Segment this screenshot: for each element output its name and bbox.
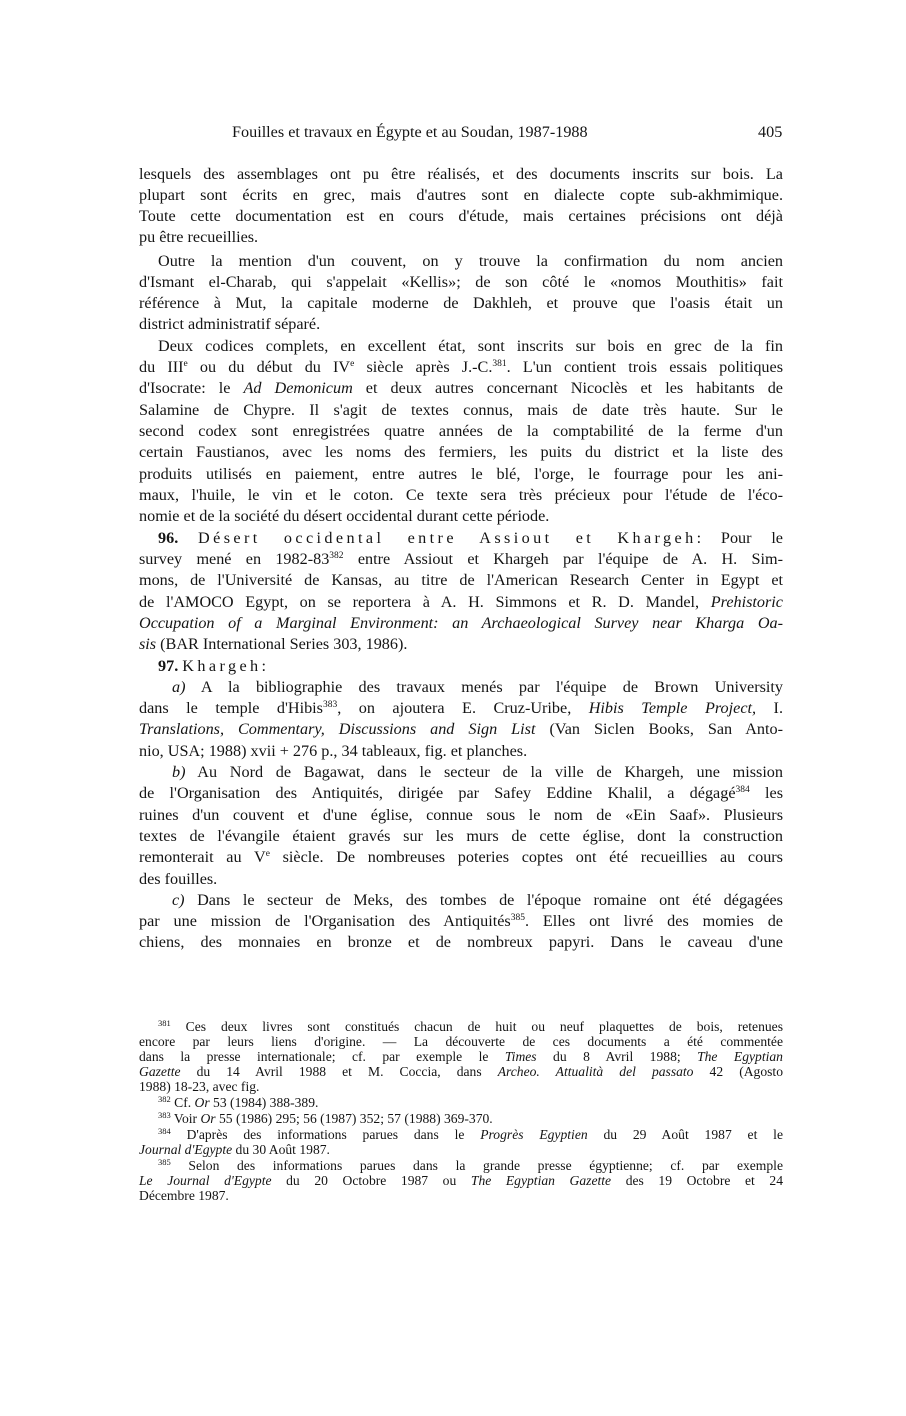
text-run: 55 (1986) 295; 56 (1987) 352; 57 (1988) 369-370. — [215, 1111, 493, 1126]
text-line — [139, 847, 783, 869]
text-run: de l'Organisation des Antiquités, dirigée par Safey Eddine Khalil, a dégagé — [139, 784, 736, 802]
text-run: du 29 Août 1987 et le — [587, 1127, 783, 1142]
text-run: : Pour le — [696, 529, 783, 547]
text-line — [139, 206, 783, 228]
text-line — [139, 549, 783, 571]
text-run: Selon des informations parues dans la grande presse égyptienne; cf. par exemple — [170, 1158, 783, 1173]
text-run: chiens, des monnaies en bronze et de nombreux papyri. Dans le caveau d'une — [139, 933, 783, 951]
text-run: les — [749, 784, 783, 802]
text-run: The Egyptian — [697, 1049, 783, 1064]
text-run: I. — [756, 699, 783, 717]
text-run: Archeo. Attualità del passato — [497, 1064, 694, 1079]
text-run: et deux autres concernant Nicoclès et les habitants de — [352, 379, 783, 397]
text-line — [158, 336, 783, 358]
text-line — [139, 357, 783, 379]
text-run: Progrès Egyptien — [480, 1127, 588, 1142]
text-run: . Elles ont livré des momies de — [524, 912, 783, 930]
text-run: Or — [200, 1111, 216, 1126]
text-line — [139, 442, 783, 464]
text-run: du III — [139, 358, 184, 376]
text-run: Au Nord de Bagawat, dans le secteur de la ville de Khargeh, une mission — [185, 763, 783, 781]
text-line — [139, 570, 783, 592]
text-run: Salamine de Chypre. Il s'agit de textes connus, mais de date très haute. Sur le — [139, 401, 783, 419]
text-line — [139, 741, 783, 763]
text-run: du 14 Avril 1988 et M. Coccia, dans — [180, 1064, 498, 1079]
text-run: Désert occidental entre Assiout et Khargeh — [198, 529, 697, 547]
text-run: Gazette — [139, 1064, 181, 1079]
text-run: Deux codices complets, en excellent état, sont inscrits sur bois en grec de la fin — [158, 337, 783, 355]
note-call: 385 — [158, 1157, 171, 1167]
text-run: ruines d'un couvent et d'une église, connue sous le nom de «Ein Saaf». Plusieurs — [139, 806, 783, 824]
text-run: 97. — [158, 657, 179, 675]
text-line — [139, 464, 783, 486]
text-run: 96. — [158, 529, 179, 547]
text-run: (Van Siclen Books, San Anto- — [535, 720, 784, 738]
text-run: Journal d'Egypte — [139, 1142, 233, 1157]
text-run: Voir — [170, 1111, 201, 1126]
text-run: certain Faustianos, avec les noms des fermiers, les puits du district et la liste des — [139, 443, 783, 461]
text-line — [139, 826, 783, 848]
text-line — [139, 164, 783, 186]
text-line — [158, 656, 783, 678]
text-run: plupart sont écrits en grec, mais d'autres sont en dialecte copte sub-akhmimique. — [139, 186, 783, 204]
footnote-line — [158, 1112, 783, 1128]
text-run: district administratif séparé. — [139, 315, 321, 333]
note-call: e — [265, 849, 270, 859]
footnote-line — [139, 1189, 783, 1205]
footnote-line — [139, 1080, 783, 1096]
text-run: d'Isocrate: le — [139, 379, 244, 397]
note-call: 384 — [158, 1126, 171, 1136]
text-run: : — [261, 657, 267, 675]
text-run: A la bibliographie des travaux menés par l'équipe de Brown University — [185, 678, 783, 696]
text-run: du 30 Août 1987. — [232, 1142, 330, 1157]
note-call: 385 — [510, 913, 525, 923]
text-run: Or — [194, 1095, 210, 1110]
footnote-line — [139, 1143, 783, 1159]
text-line — [139, 400, 783, 422]
text-run: D'après des informations parues dans le — [170, 1127, 481, 1142]
text-run: c) — [172, 891, 185, 909]
note-call: 383 — [322, 700, 338, 710]
text-run: des fouilles. — [139, 870, 218, 888]
text-line — [139, 421, 783, 443]
text-run: référence à Mut, la capitale moderne de Dakhleh, et prouve que l'oasis était un — [139, 294, 783, 312]
text-run: sis — [139, 635, 157, 653]
text-run: remonterait au V — [139, 848, 266, 866]
text-line — [139, 911, 783, 933]
text-line — [139, 592, 783, 614]
text-run: d'Ismant el-Charab, qui s'appelait «Kellis»; de son côté le «nomos Mouthitis» fait — [139, 273, 783, 291]
text-run: du 8 Avril 1988; — [536, 1049, 698, 1064]
note-call: 383 — [158, 1110, 171, 1120]
text-run: Translations, Commentary, Discussions and Sign List — [139, 720, 536, 738]
text-run — [178, 529, 198, 547]
text-run: siècle. De nombreuses poteries coptes ont été recueillies au cours — [269, 848, 783, 866]
text-run: survey mené en 1982-83 — [139, 550, 330, 568]
text-line — [139, 634, 783, 656]
text-run: Prehistoric — [710, 593, 783, 611]
note-call: 381 — [158, 1018, 171, 1028]
text-run: siècle après J.-C. — [354, 358, 493, 376]
text-run: dans le temple d'Hibis — [139, 699, 323, 717]
note-call: e — [183, 359, 188, 369]
text-run: Khargeh — [182, 657, 262, 675]
text-line — [139, 314, 783, 336]
text-line — [139, 506, 783, 528]
text-line — [139, 293, 783, 315]
text-line — [158, 528, 783, 550]
text-line — [139, 485, 783, 507]
text-run: Times — [504, 1049, 537, 1064]
text-run: par une mission de l'Organisation des Antiquités — [139, 912, 511, 930]
text-run: maux, l'huile, le vin et le coton. Ce texte sera très précieux pour l'étude de l'éco- — [139, 486, 783, 504]
text-run: Cf. — [170, 1095, 195, 1110]
text-line — [172, 890, 783, 912]
text-run: Toute cette documentation est en cours d'étude, mais certaines précisions ont déjà — [139, 207, 783, 225]
text-run: b) — [172, 763, 186, 781]
text-line — [139, 783, 783, 805]
text-line — [139, 869, 783, 891]
text-run: encore par leurs liens d'origine. — La découverte de ces documents a été commentée — [139, 1034, 783, 1049]
text-run: Occupation of a Marginal Environment: an Archaeological Survey near Kharga Oa- — [139, 614, 783, 632]
page-number: 405 — [758, 123, 783, 141]
text-line — [158, 251, 783, 273]
text-run: entre Assiout et Khargeh par l'équipe de A. H. Sim- — [343, 550, 783, 568]
text-run: Dans le secteur de Meks, des tombes de l'époque romaine ont été dégagées — [184, 891, 783, 909]
text-line — [139, 805, 783, 827]
note-call: 381 — [492, 359, 507, 369]
text-run: produits utilisés en paiement, entre autres le blé, l'orge, le fourrage pour les ani- — [139, 465, 783, 483]
text-run: The Egyptian Gazette — [470, 1173, 612, 1188]
text-run: Hibis Temple Project, — [588, 699, 757, 717]
text-run: dans la presse internationale; cf. par exemple le — [139, 1049, 505, 1064]
text-line — [139, 719, 783, 741]
text-run: ou du début du IV — [187, 358, 351, 376]
text-line — [139, 227, 783, 249]
footnote-line — [139, 1174, 783, 1190]
text-line — [139, 272, 783, 294]
text-line — [139, 185, 783, 207]
text-run: lesquels des assemblages ont pu être réalisés, et des documents inscrits sur bois. La — [139, 165, 783, 183]
note-call: 382 — [158, 1094, 171, 1104]
text-run: pu être recueillies. — [139, 228, 259, 246]
text-run: du 20 Octobre 1987 ou — [271, 1173, 471, 1188]
text-line — [172, 762, 783, 784]
text-run: 53 (1984) 388-389. — [209, 1095, 319, 1110]
text-line — [139, 378, 783, 400]
running-title: Fouilles et travaux en Égypte et au Soudan, 1987-1988 — [232, 123, 588, 141]
text-run: Ad Demonicum — [243, 379, 353, 397]
text-run: (BAR International Series 303, 1986). — [156, 635, 408, 653]
text-run: Outre la mention d'un couvent, on y trouve la confirmation du nom ancien — [158, 252, 783, 270]
text-run: 1988) 18-23, avec fig. — [139, 1079, 260, 1094]
text-run: textes de l'évangile étaient gravés sur les murs de cette église, dont la construction — [139, 827, 783, 845]
text-run: nomie et de la société du désert occidental durant cette période. — [139, 507, 550, 525]
footnote-line — [158, 1096, 783, 1112]
text-line — [139, 613, 783, 635]
text-run: des 19 Octobre et 24 — [611, 1173, 783, 1188]
text-run: mons, de l'Université de Kansas, au titre de l'American Research Center in Egypt et — [139, 571, 783, 589]
text-run: a) — [172, 678, 186, 696]
note-call: 382 — [329, 551, 344, 561]
text-run: second codex sont enregistrées quatre années de la comptabilité de la ferme d'un — [139, 422, 783, 440]
text-run: 42 (Agosto — [693, 1064, 783, 1079]
text-run: Décembre 1987. — [139, 1188, 229, 1203]
note-call: e — [350, 359, 355, 369]
text-line — [172, 677, 783, 699]
text-run: nio, USA; 1988) xvii + 276 p., 34 tableaux, fig. et planches. — [139, 742, 528, 760]
note-call: 384 — [735, 785, 750, 795]
text-run: de l'AMOCO Egypt, on se reportera à A. H. Simmons et R. D. Mandel, — [139, 593, 711, 611]
text-line — [139, 698, 783, 720]
text-run: Le Journal d'Egypte — [139, 1173, 272, 1188]
text-run: , on ajoutera E. Cruz-Uribe, — [337, 699, 589, 717]
text-line — [139, 932, 783, 954]
text-run: . L'un contient trois essais politiques — [506, 358, 784, 376]
text-run: Ces deux livres sont constitués chacun de huit ou neuf plaquettes de bois, retenues — [170, 1019, 783, 1034]
